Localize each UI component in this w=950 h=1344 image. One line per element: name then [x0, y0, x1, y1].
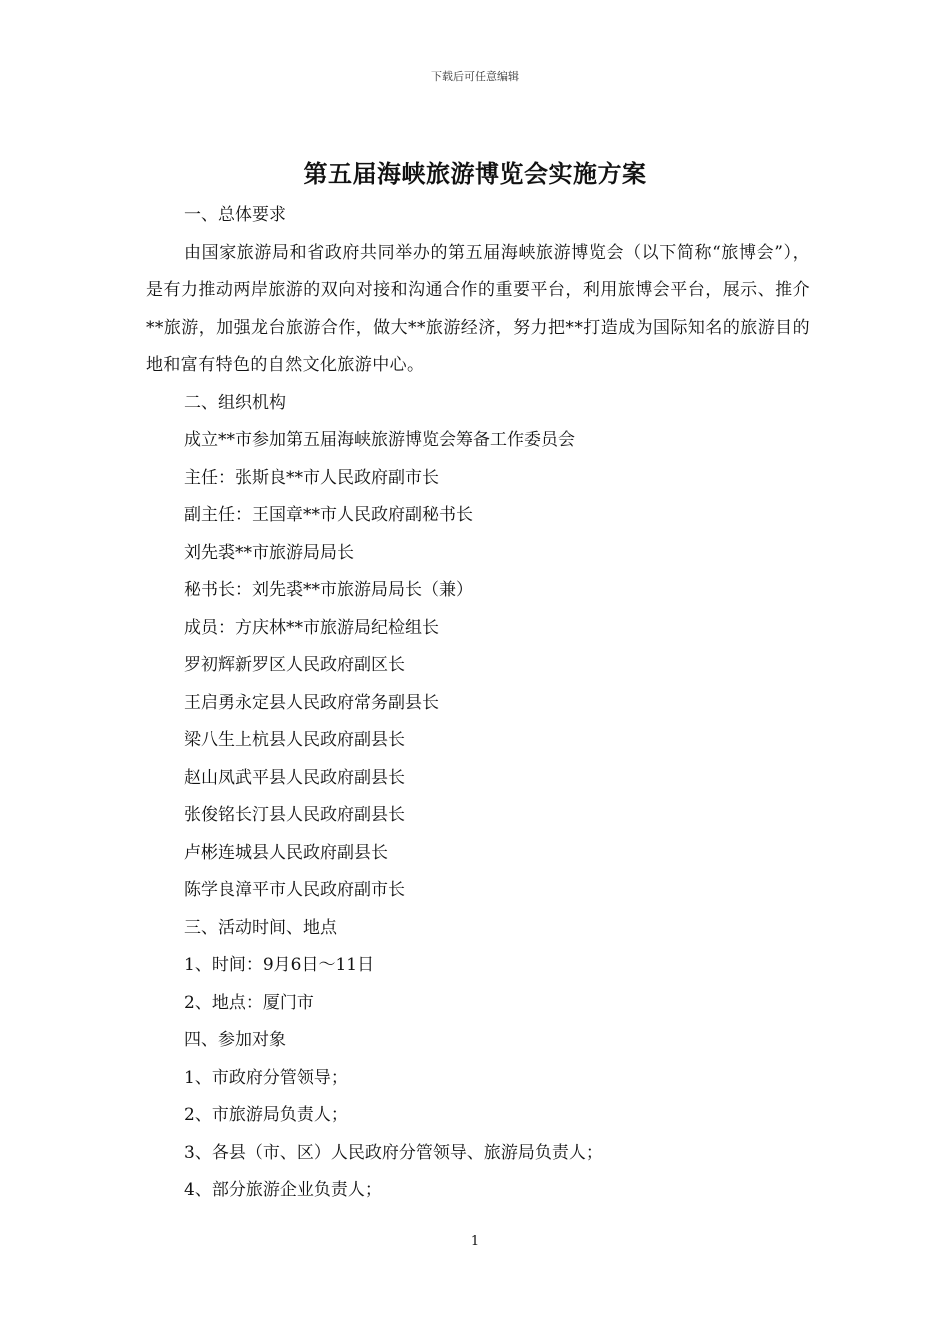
org-line: 副主任：王国章**市人民政府副秘书长	[184, 505, 473, 525]
org-line: 王启勇永定县人民政府常务副县长	[184, 692, 439, 713]
org-line: 梁八生上杭县人民政府副县长	[184, 730, 405, 750]
participant-line: 4、部分旅游企业负责人；	[184, 1180, 382, 1200]
section-heading: 四、参加对象	[184, 1030, 286, 1050]
place-line: 2、地点：厦门市	[184, 992, 314, 1013]
org-line: 成立**市参加第五届海峡旅游博览会筹备工作委员会	[184, 430, 575, 450]
section-heading: 二、组织机构	[184, 392, 286, 413]
org-line: 卢彬连城县人民政府副县长	[184, 842, 388, 863]
page-number: 1	[470, 1234, 480, 1249]
org-line: 刘先裘**市旅游局局长	[184, 542, 354, 563]
org-line: 张俊铭长汀县人民政府副县长	[184, 805, 405, 825]
section-heading: 三、活动时间、地点	[184, 917, 337, 938]
org-line: 主任：张斯良**市人民政府副市长	[184, 467, 439, 488]
section-heading: 一、总体要求	[184, 205, 286, 225]
intro-paragraph: 由国家旅游局和省政府共同举办的第五届海峡旅游博览会（以下简称“旅博会”），是有力推动两岸旅游的双向对接和沟通合作的重要平台，利用旅博会平台，展示、推介**旅游，加强龙台旅游合作，做大**旅游经济，努力把**打造成为国际知名的旅游目的地和富有特色的自然文化旅游中心。	[146, 242, 810, 375]
document-title: 第五届海峡旅游博览会实施方案	[303, 159, 647, 188]
participant-line: 3、各县（市、区）人民政府分管领导、旅游局负责人；	[184, 1142, 603, 1163]
org-line: 罗初辉新罗区人民政府副区长	[184, 655, 405, 675]
participant-line: 1、市政府分管领导；	[184, 1067, 348, 1088]
document-body	[146, 197, 810, 1210]
participant-line: 2、市旅游局负责人；	[184, 1105, 348, 1125]
org-line: 秘书长：刘先裘**市旅游局局长（兼）	[184, 580, 473, 600]
org-line: 赵山凤武平县人民政府副县长	[184, 767, 405, 788]
org-line: 陈学良漳平市人民政府副市长	[184, 880, 405, 900]
org-line: 成员：方庆林**市旅游局纪检组长	[184, 617, 439, 638]
time-line: 1、时间：9月6日～11日	[184, 955, 375, 975]
header-note: 下载后可任意编辑	[431, 70, 519, 83]
